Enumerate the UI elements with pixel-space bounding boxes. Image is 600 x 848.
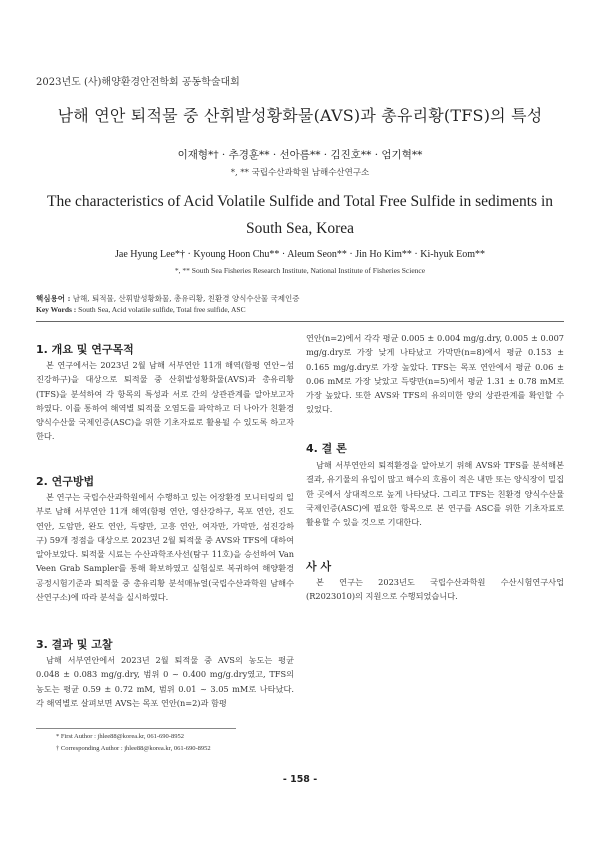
- acknowledgement-body: 본 연구는 2023년도 국립수산과학원 수산시험연구사업 (R2023010)의 지원으로 수행되었습니다.: [306, 577, 564, 602]
- english-affiliation: *, ** South Sea Fisheries Research Institute, National Institute of Fisheries Science: [174, 266, 426, 275]
- english-keywords: [36, 305, 246, 314]
- section-4-body: 남해 서부연안의 퇴적환경을 알아보기 위해 AVS와 TFS를 분석해본 결과, 유기물의 유입이 많고 해수의 흐름이 적은 내만 또는 양식장이 밀집한 곳에서 상대적으로 높게 나타났다. 그리고 TFS는 친환경 양식수산물 국제인증(ASC)에 필요한 항목으로 본 연구를 ASC를 위한 기초자료로 활용할 수 있을 것으로 기대한다.: [306, 460, 564, 528]
- section-1-body: 본 연구에서는 2023년 2월 남해 서부연안 11개 해역(함평 연안~섬진강하구)을 대상으로 퇴적물 중 산휘발성황화물(AVS)과 총유리황(TFS)을 분석하여 각 항목의 특성과 서로 간의 상관관계를 알아보고자 하였다. 이를 통하여 해역별 퇴적물 오염도를 파악하고 더 나아가 친환경 양식수산물 국제인증(ASC)을 위한 기초자료로 활용될 수 있도록 하고자 한다.: [36, 360, 294, 442]
- header-divider: [36, 321, 564, 322]
- english-keywords-label: Key Words :: [36, 305, 77, 314]
- korean-keywords-label: 핵심용어 :: [36, 294, 71, 303]
- conference-header: 2023년도 (사)해양환경안전학회 공동학술대회: [36, 77, 240, 88]
- section-2-heading: 2. 연구방법: [36, 475, 95, 488]
- english-title: The characteristics of Acid Volatile Sulfide and Total Free Sulfide in sediments in South Sea, Korea: [47, 193, 553, 237]
- section-3-body: 남해 서부연안에서 2023년 2월 퇴적물 중 AVS의 농도는 평균 0.048 ± 0.083 mg/g.dry, 범위 0 ~ 0.400 mg/g.dry였고, TFS의 농도는 평균 0.59 ± 0.72 mM, 범위 0.01 ~ 3.05 mM로 나타났다. 각 해역별로 살펴보면 AVS는 목포 연안(n=2)과 함평: [36, 655, 294, 708]
- english-keywords-text: South Sea, Acid volatile sulfide, Total free sulfide, ASC: [78, 305, 246, 314]
- first-author-footnote: * First Author : jhlee88@korea.kr, 061-690-8952: [56, 733, 184, 740]
- section-4-heading: 4. 결 론: [306, 442, 347, 455]
- korean-authors: 이재형*† · 추경훈** · 선아름** · 김진호** · 엄기혁**: [177, 149, 423, 161]
- footnote-divider: [36, 728, 236, 729]
- section-3-continuation: 연안(n=2)에서 각각 평균 0.005 ± 0.004 mg/g.dry, 0.005 ± 0.007 mg/g.dry로 가장 낮게 나타났고 가막만(n=8)에서 평균 0.153 ± 0.165 mg/g.dry로 가장 높았다. TFS는 목포 연안에서 평균 0.06 ± 0.06 mM로 가장 낮았고 득량만(n=5)에서 평균 1.31 ± 0.78 mM로 가장 높았다. 또한 AVS와 TFS의 유의미한 양의 상관관계를 확인할 수 있었다.: [306, 333, 564, 415]
- section-3-heading: 3. 결과 및 고찰: [36, 638, 113, 651]
- korean-keywords-text: 남해, 퇴적물, 산휘발성황화물, 총유리황, 친환경 양식수산물 국제인증: [72, 294, 300, 303]
- corresponding-author-footnote: † Corresponding Author : jhlee88@korea.kr, 061-690-8952: [56, 745, 211, 752]
- korean-title: 남해 연안 퇴적물 중 산휘발성황화물(AVS)과 총유리황(TFS)의 특성: [57, 106, 543, 125]
- page-number: - 158 -: [282, 774, 318, 785]
- section-2-body: 본 연구는 국립수산과학원에서 수행하고 있는 어장환경 모니터링의 일부로 남해 서부연안 11개 해역(함평 연안, 영산강하구, 목포 연안, 진도 연안, 도암만, 완도 연안, 득량만, 고흥 연안, 여자만, 가막만, 섬진강하구) 59개 정점을 대상으로 2023년 2월 퇴적물 중 AVS와 TFS에 대하여 알아보았다. 퇴적물 시료는 수산과학조사선(탐구 11호)을 승선하여 Van Veen Grab Sampler를 통해 확보하였고 실험실로 복귀하여 해양환경공정시험기준과 퇴적물 중 총유리황 분석매뉴얼(국립수산과학원 남해수산연구소)에 따라 분석을 실시하였다.: [36, 492, 294, 603]
- korean-keywords: [36, 293, 299, 304]
- korean-affiliation: *, ** 국립수산과학원 남해수산연구소: [230, 168, 370, 178]
- acknowledgement-heading: 사 사: [306, 560, 332, 573]
- english-authors: Jae Hyung Lee*† · Kyoung Hoon Chu** · Aleum Seon** · Jin Ho Kim** · Ki-hyuk Eom**: [115, 249, 485, 260]
- section-1-heading: 1. 개요 및 연구목적: [36, 343, 134, 356]
